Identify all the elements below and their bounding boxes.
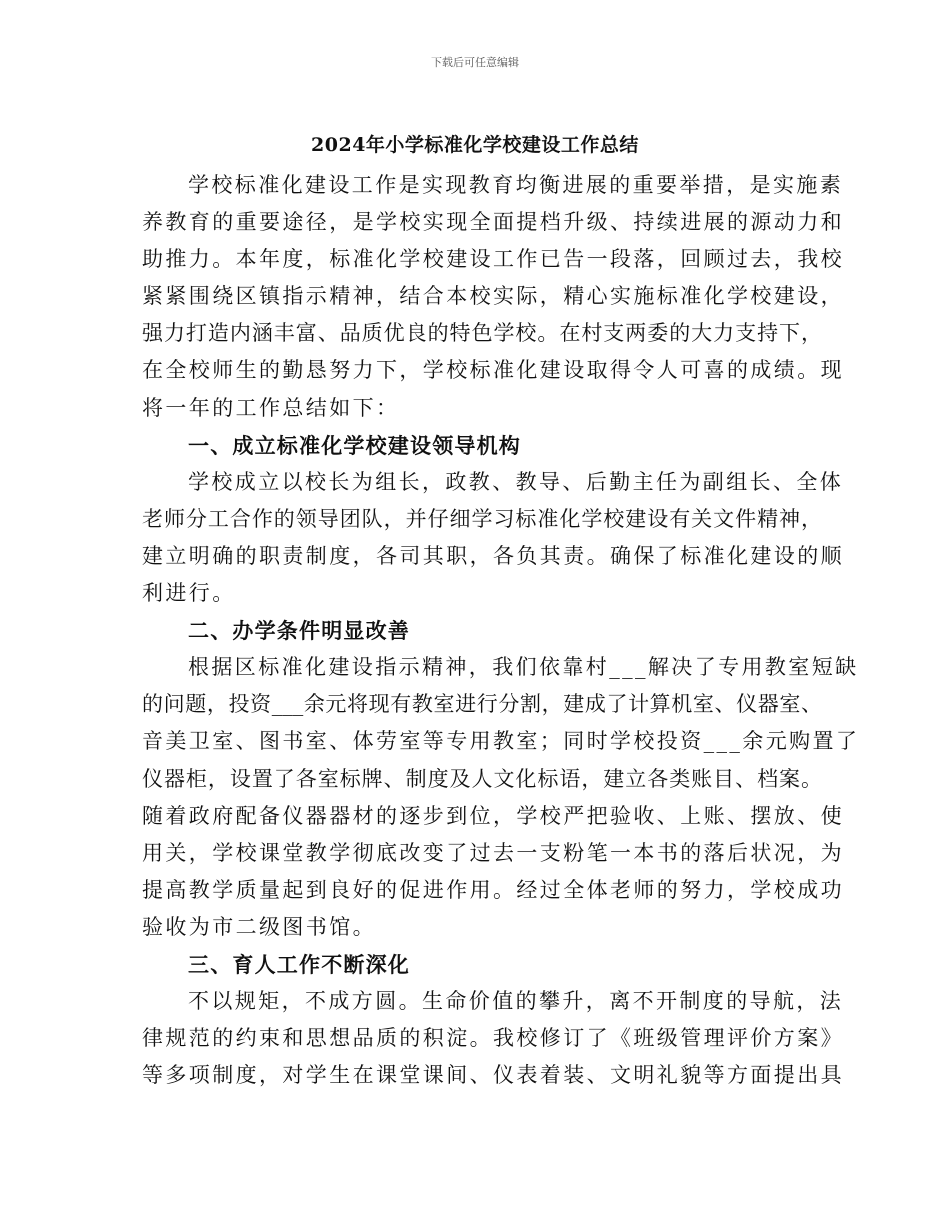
paragraph-line: 律规范的约束和思想品质的积淀。我校修订了《班级管理评价方案》 <box>142 1026 844 1051</box>
paragraph-line: 养教育的重要途径，是学校实现全面提档升级、持续进展的源动力和 <box>142 210 844 235</box>
paragraph-line: 不以规矩，不成方圆。生命价值的攀升，离不开制度的导航，法 <box>188 989 844 1014</box>
section-heading: 一、成立标准化学校建设领导机构 <box>188 432 521 458</box>
page-header-note: 下载后可任意编辑 <box>431 56 519 69</box>
paragraph-line: 随着政府配备仪器器材的逐步到位，学校严把验收、上账、摆放、使 <box>142 803 844 828</box>
paragraph-line: 利进行。 <box>142 581 236 606</box>
paragraph-line: 学校标准化建设工作是实现教育均衡进展的重要举措，是实施素 <box>188 173 844 197</box>
paragraph-line: 音美卫室、图书室、体劳室等专用教室；同时学校投资___余元购置了 <box>142 729 860 754</box>
paragraph-line: 验收为市二级图书馆。 <box>142 914 376 939</box>
paragraph-line: 强力打造内涵丰富、品质优良的特色学校。在村支两委的大力支持下， <box>142 321 822 346</box>
paragraph-line: 根据区标准化建设指示精神，我们依靠村___解决了专用教室短缺 <box>188 655 859 680</box>
paragraph-line: 仪器柜，设置了各室标牌、制度及人文化标语，建立各类账目、档案。 <box>142 766 822 791</box>
section-heading: 二、办学条件明显改善 <box>188 618 410 644</box>
paragraph-line: 提高教学质量起到良好的促进作用。经过全体老师的努力，学校成功 <box>142 877 844 902</box>
paragraph-line: 将一年的工作总结如下： <box>142 395 400 420</box>
paragraph-line: 等多项制度，对学生在课堂课间、仪表着装、文明礼貌等方面提出具 <box>142 1063 844 1088</box>
section-heading: 三、育人工作不断深化 <box>188 951 410 977</box>
paragraph-line: 的问题，投资___余元将现有教室进行分割，建成了计算机室、仪器室、 <box>142 692 822 717</box>
paragraph-line: 老师分工合作的领导团队，并仔细学习标准化学校建设有关文件精神， <box>142 506 822 531</box>
document-title: 2024年小学标准化学校建设工作总结 <box>311 134 639 156</box>
document-body <box>142 167 860 1094</box>
paragraph-line: 紧紧围绕区镇指示精神，结合本校实际，精心实施标准化学校建设， <box>142 284 844 309</box>
paragraph-line: 用关，学校课堂教学彻底改变了过去一支粉笔一本书的落后状况，为 <box>142 840 844 865</box>
paragraph-line: 建立明确的职责制度，各司其职，各负其责。确保了标准化建设的顺 <box>142 543 844 568</box>
paragraph-line: 在全校师生的勤恳努力下，学校标准化建设取得令人可喜的成绩。现 <box>142 358 844 383</box>
paragraph-line: 学校成立以校长为组长，政教、教导、后勤主任为副组长、全体 <box>188 469 844 494</box>
paragraph-line: 助推力。本年度，标准化学校建设工作已告一段落，回顾过去，我校 <box>142 247 844 272</box>
